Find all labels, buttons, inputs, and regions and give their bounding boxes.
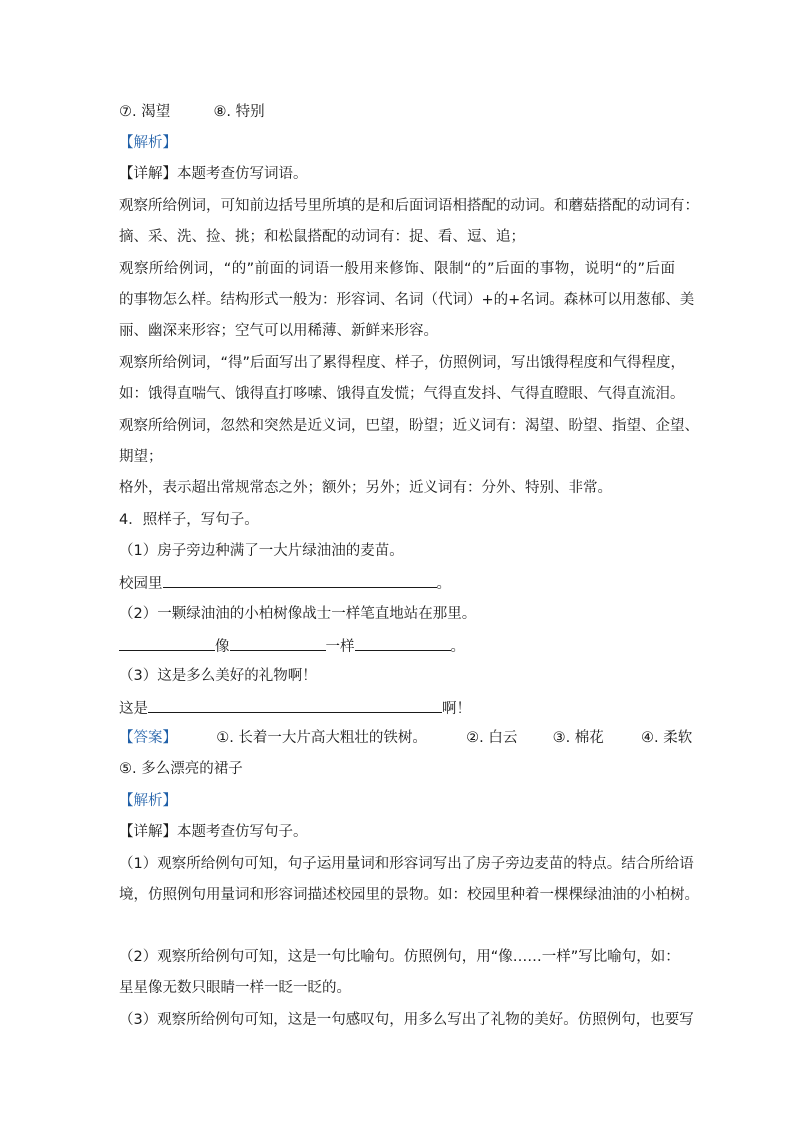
paragraph-line: （2）观察所给例句可知，这是一句比喻句。仿照例句，用“像……一样”写比喻句，如： [119, 949, 680, 965]
answer-row-tail [119, 102, 265, 122]
paragraph-line: 星星像无数只眼睛一样一眨一眨的。 [119, 980, 351, 996]
fill-same: 一样 [325, 639, 355, 655]
blank-4[interactable] [355, 635, 451, 651]
example-sentence-1: （1）房子旁边种满了一大片绿油油的麦苗。 [119, 543, 404, 559]
paragraph-line: 期望； [119, 449, 163, 465]
answer-7: ⑦. 渴望 [119, 104, 171, 120]
answer-row [119, 728, 692, 748]
fill-end: 啊！ [442, 701, 471, 717]
answer-3: ③. 棉花 [552, 730, 604, 746]
answer-8: ⑧. 特别 [213, 104, 265, 120]
example-sentence-3: （3）这是多么美好的礼物啊！ [119, 668, 317, 684]
fill-line-3 [119, 697, 471, 719]
answer-tag: 【答案】 [119, 730, 177, 746]
detail-heading: 【详解】本题考查仿写词语。 [119, 166, 308, 182]
paragraph-line: 的事物怎么样。结构形式一般为：形容词、名词（代词）+的+名词。森林可以用葱郁、美 [119, 292, 695, 308]
paragraph-line: 丽、幽深来形容；空气可以用稀薄、新鲜来形容。 [119, 323, 438, 339]
answer-5: ⑤. 多么漂亮的裙子 [119, 761, 243, 777]
example-sentence-2: （2）一颗绿油油的小柏树像战士一样笔直地站在那里。 [119, 606, 477, 622]
fill-prefix: 校园里 [119, 576, 163, 592]
blank-2[interactable] [119, 635, 215, 651]
paragraph-line: 如：饿得直喘气、饿得直打哆嗦、饿得直发慌；气得直发抖、气得直瞪眼、气得直流泪。 [119, 386, 685, 402]
answer-2: ②. 白云 [466, 730, 518, 746]
fill-end: 。 [450, 639, 465, 655]
blank-3[interactable] [230, 635, 326, 651]
paragraph-line: （1）观察所给例句可知，句子运用量词和形容词写出了房子旁边麦苗的特点。结合所给语 [119, 856, 694, 872]
answer-1: ①. 长着一大片高大粗壮的铁树。 [216, 730, 427, 746]
fill-end: 。 [436, 576, 451, 592]
analysis-tag: 【解析】 [119, 135, 177, 151]
analysis-tag: 【解析】 [119, 793, 177, 809]
paragraph-line: （3）观察所给例句可知，这是一句感叹句，用多么写出了礼物的美好。仿照例句，也要写 [119, 1012, 694, 1028]
question-4-title: 4．照样子，写句子。 [119, 512, 259, 528]
detail-heading: 【详解】本题考查仿写句子。 [119, 824, 308, 840]
fill-prefix: 这是 [119, 701, 148, 717]
paragraph-line: 观察所给例词，“得”后面写出了累得程度、样子，仿照例词，写出饿得程度和气得程度， [119, 355, 686, 371]
paragraph-line: 境，仿照例句用量词和形容词描述校园里的景物。如：校园里种着一棵棵绿油油的小柏树。 [119, 887, 699, 903]
fill-line-2 [119, 635, 465, 657]
paragraph-line: 观察所给例词，“的”前面的词语一般用来修饰、限制“的”后面的事物，说明“的”后面 [119, 261, 675, 277]
fill-line-1 [119, 572, 451, 594]
paragraph-line: 观察所给例词，可知前边括号里所填的是和后面词语相搭配的动词。和蘑菇搭配的动词有： [119, 198, 699, 214]
blank-1[interactable] [163, 572, 437, 588]
fill-like: 像 [215, 639, 230, 655]
paragraph-line: 摘、采、洗、捡、挑；和松鼠搭配的动词有：捉、看、逗、追； [119, 229, 525, 245]
paragraph-line: 格外，表示超出常规常态之外；额外；另外；近义词有：分外、特别、非常。 [119, 480, 612, 496]
answer-4: ④. 柔软 [641, 730, 693, 746]
blank-5[interactable] [148, 697, 442, 713]
paragraph-line: 观察所给例词，忽然和突然是近义词，巴望，盼望；近义词有：渴望、盼望、指望、企望、 [119, 418, 699, 434]
